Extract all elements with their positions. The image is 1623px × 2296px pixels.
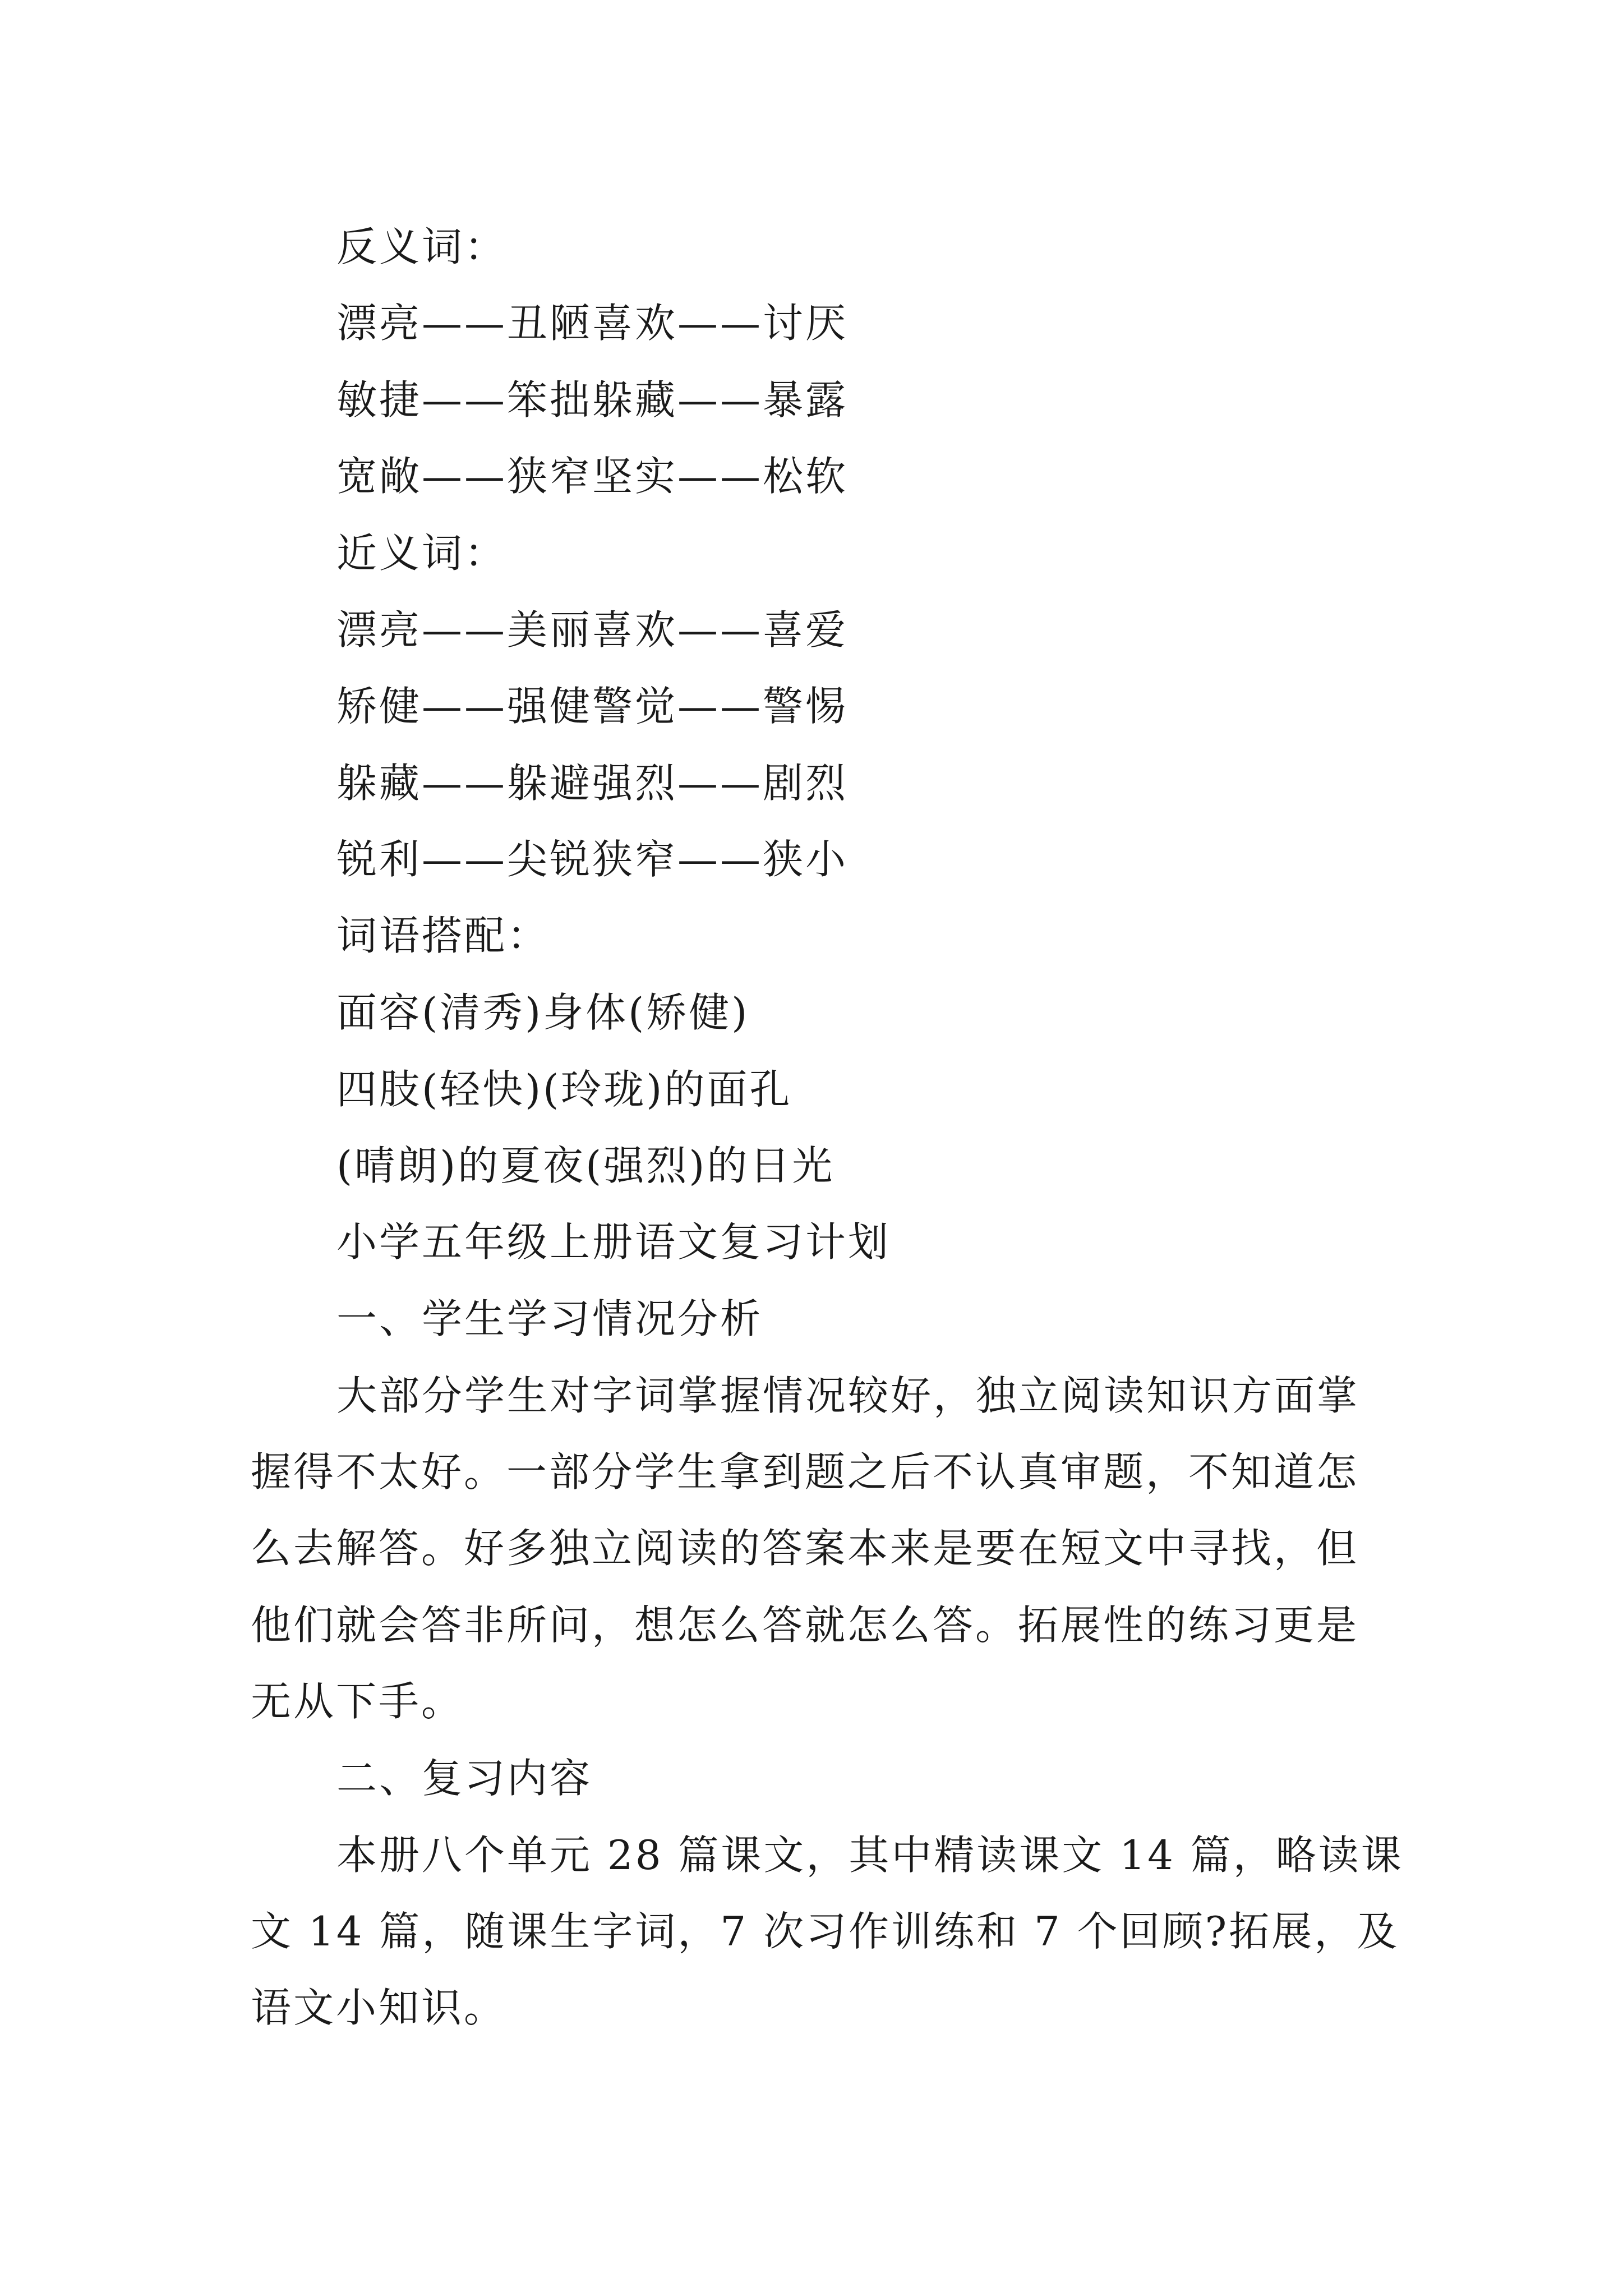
antonyms-heading: 反义词：	[336, 223, 508, 270]
paragraph-line: 语文小知识。	[251, 1984, 507, 2031]
collocation-line: (晴朗)的夏夜(强烈)的日光	[336, 1142, 835, 1189]
synonyms-heading: 近义词：	[336, 530, 508, 577]
paragraph-line: 大部分学生对字词掌握情况较好，独立阅读知识方面掌	[336, 1372, 1360, 1419]
synonym-line: 漂亮——美丽喜欢——喜爱	[336, 606, 849, 654]
synonym-line: 矫健——强健警觉——警惕	[336, 683, 849, 730]
paragraph-line: 握得不太好。一部分学生拿到题之后不认真审题，不知道怎	[251, 1448, 1359, 1496]
plan-title: 小学五年级上册语文复习计划	[336, 1218, 891, 1266]
synonym-line: 躲藏——躲避强烈——剧烈	[336, 760, 849, 807]
section-heading-2: 二、复习内容	[336, 1755, 593, 1802]
antonym-line: 敏捷——笨拙躲藏——暴露	[336, 376, 849, 424]
paragraph-line: 文 14 篇，随课生字词，7 次习作训练和 7 个回顾?拓展，及	[251, 1908, 1400, 1955]
collocation-heading: 词语搭配：	[336, 912, 550, 959]
paragraph-line: 么去解答。好多独立阅读的答案本来是要在短文中寻找，但	[251, 1525, 1359, 1572]
antonym-line: 宽敞——狭窄坚实——松软	[336, 453, 849, 500]
collocation-line: 四肢(轻快)(玲珑)的面孔	[336, 1066, 792, 1113]
paragraph-line: 本册八个单元 28 篇课文，其中精读课文 14 篇，略读课	[336, 1832, 1404, 1879]
collocation-line: 面容(清秀)身体(矫健)	[336, 989, 750, 1036]
synonym-line: 锐利——尖锐狭窄——狭小	[336, 836, 849, 883]
paragraph-line: 无从下手。	[251, 1678, 464, 1725]
antonym-line: 漂亮——丑陋喜欢——讨厌	[336, 300, 849, 347]
paragraph-line: 他们就会答非所问，想怎么答就怎么答。拓展性的练习更是	[251, 1602, 1359, 1649]
section-heading-1: 一、学生学习情况分析	[336, 1295, 763, 1342]
